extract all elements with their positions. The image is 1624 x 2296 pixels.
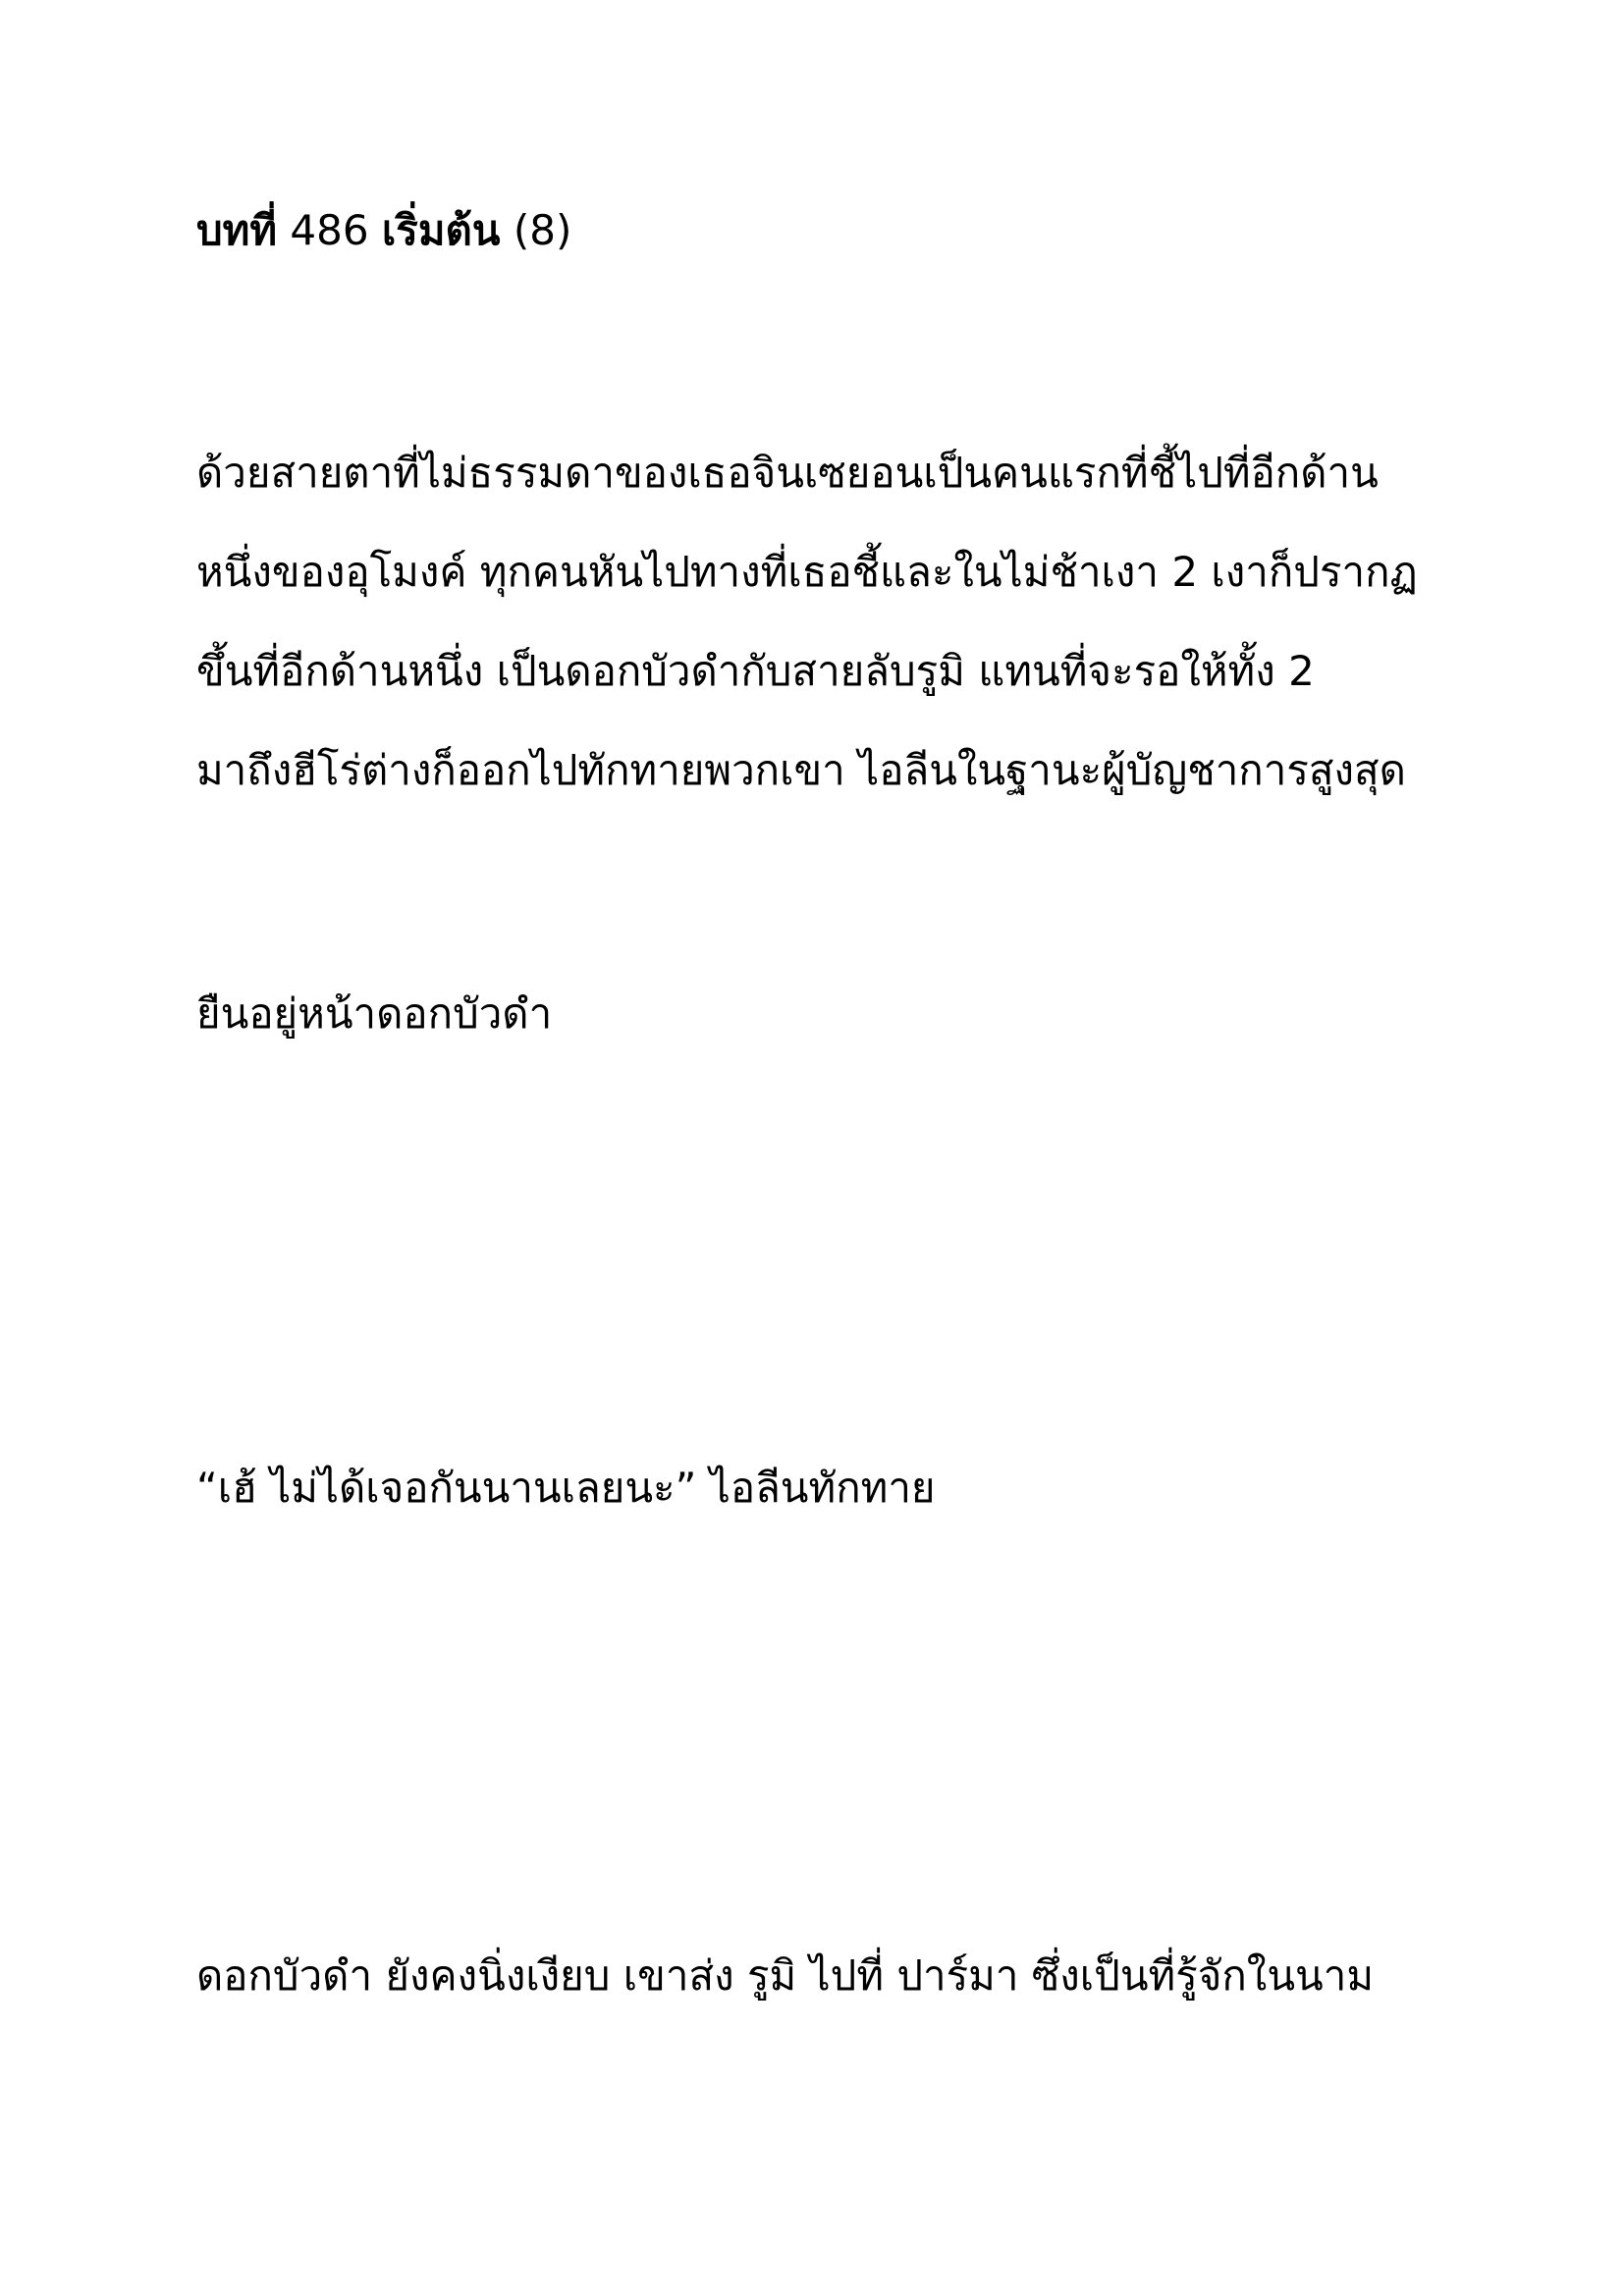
paragraph-4: ดอกบัวดำ ยังคงนิ่งเงียบ เขาส่ง รูมิ ไปที่ ปาร์มา ซึ่งเป็นที่รู้จักในนาม — [196, 1951, 1375, 2000]
paragraph-3-dialogue: “เฮ้ ไม่ได้เจอกันนานเลยนะ” ไอลีนทักทาย — [196, 1464, 936, 1512]
chapter-title — [196, 201, 571, 260]
paragraph-1-line-4: มาถึงฮีโร่ต่างก็ออกไปทักทายพวกเขา ไอลีนในฐานะผู้บัญชาการสูงสุด — [196, 746, 1406, 794]
paragraph-2: ยืนอยู่หน้าดอกบัวดำ — [196, 989, 553, 1038]
chapter-label: บทที่ — [196, 206, 278, 254]
paragraph-1-line-1: ด้วยสายตาที่ไม่ธรรมดาของเธอจินเซยอนเป็นคนแรกที่ชี้ไปที่อีกด้าน — [196, 449, 1379, 497]
chapter-part: (8) — [513, 206, 572, 254]
chapter-number: 486 — [290, 206, 369, 254]
paragraph-1-line-2: หนึ่งของอุโมงค์ ทุกคนหันไปทางที่เธอชี้และในไม่ช้าเงา 2 เงาก็ปรากฏ — [196, 548, 1418, 596]
paragraph-1-line-3: ขึ้นที่อีกด้านหนึ่ง เป็นดอกบัวดำกับสายลับรูมิ แทนที่จะรอให้ทั้ง 2 — [196, 647, 1315, 695]
chapter-name: เริ่มต้น — [381, 206, 501, 254]
